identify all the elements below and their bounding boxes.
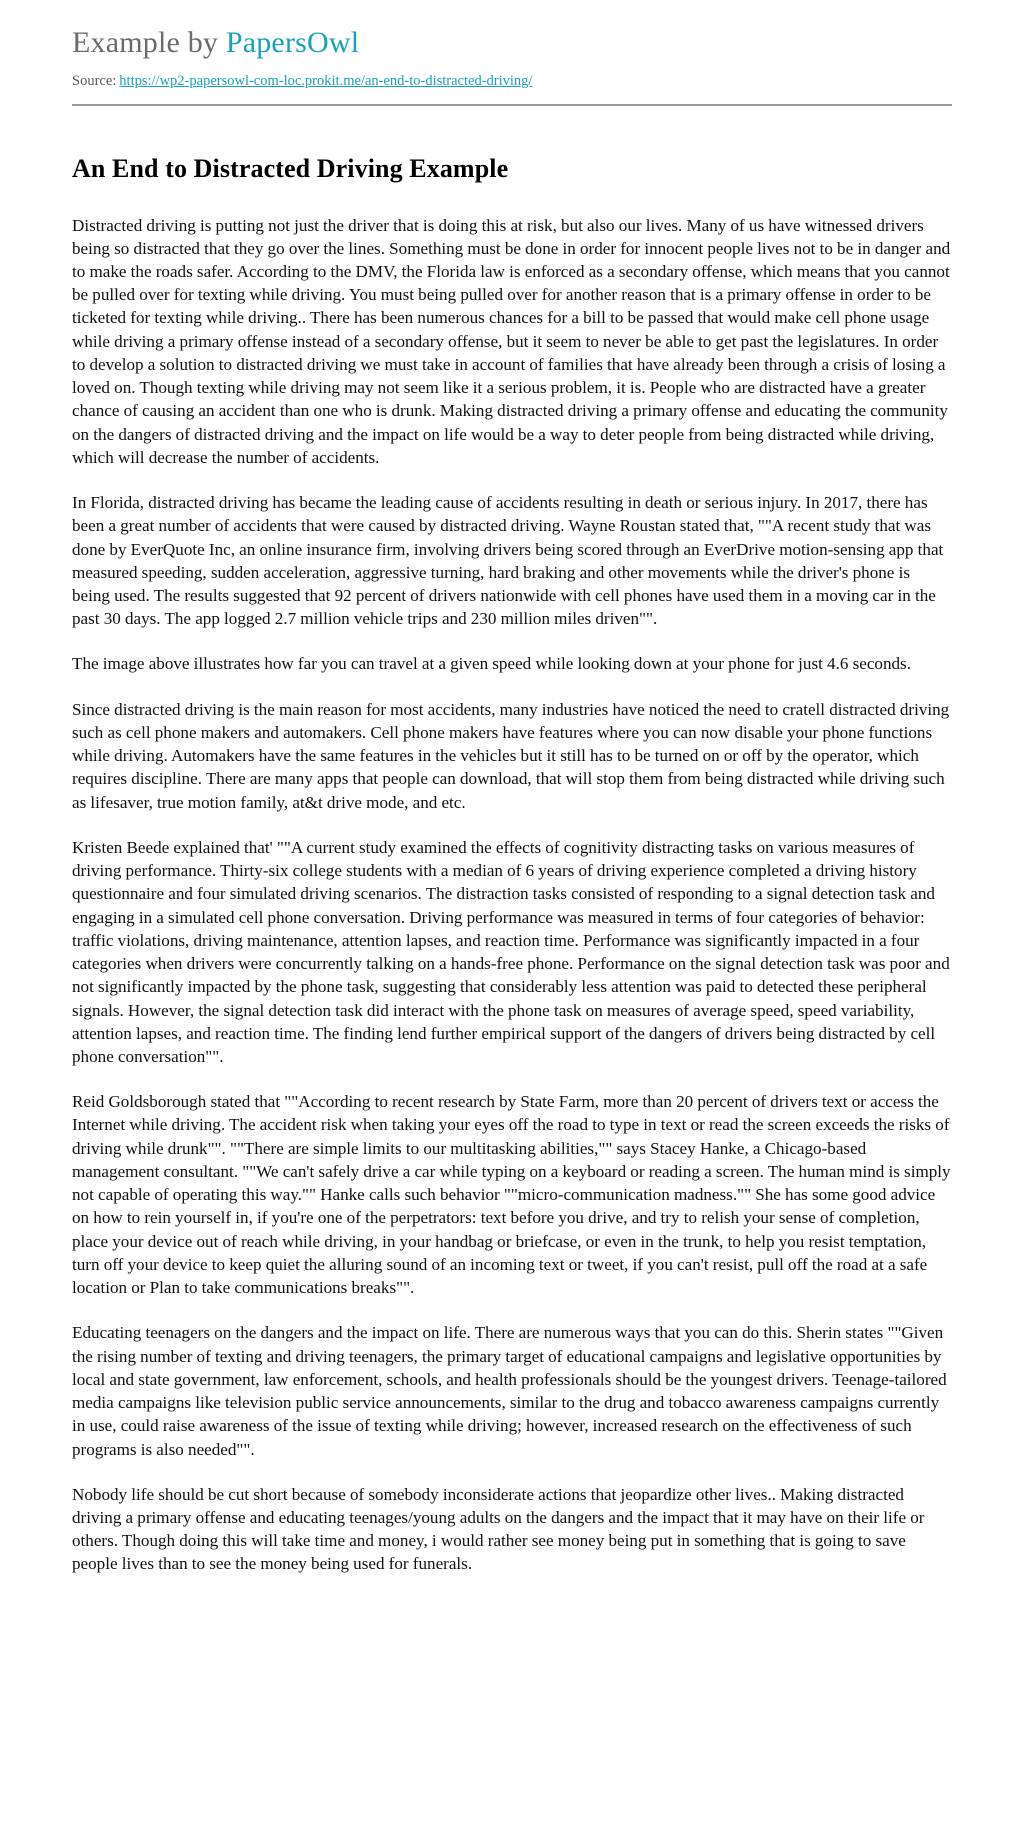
page-header: [0, 0, 1024, 90]
article-paragraph: Since distracted driving is the main reason for most accidents, many industries have noticed the need to cratell distracted driving such as cell phone makers and automakers. Cell phone makers have features where you can now disable your phone functions while driving. Automakers have the same features in the vehicles but it still has to be turned on or off by the operator, which requires discipline. There are many apps that people can download, that will stop them from being distracted while driving such as lifesaver, true motion family, at&t drive mode, and etc.: [72, 699, 950, 812]
article-paragraph: Distracted driving is putting not just the driver that is doing this at risk, but also our lives. Many of us have witnessed drivers being so distracted that they go over the lines. Something must be done in order for innocent people lives not to be in danger and to make the roads safer. According to the DMV, the Florida law is enforced as a secondary offense, which means that you cannot be pulled over for texting while driving. You must being pulled over for another reason that is a primary offense in order to be ticketed for texting while driving.. There has been numerous chances for a bill to be passed that would make cell phone usage while driving a primary offense instead of a secondary offense, but it seem to never be able to get past the legislatures. In order to develop a solution to distracted driving we must take in account of families that have already been through a crisis of losing a loved on. Though texting while driving may not seem like it a serious problem, it is. People who are distracted have a greater chance of causing an accident than one who is drunk. Making distracted driving a primary offense and educating the community on the dangers of distracted driving and the impact on life would be a way to deter people from being distracted while driving, which will decrease the number of accidents.: [72, 215, 951, 467]
header-divider: [72, 104, 952, 106]
source-label: Source:: [72, 72, 117, 89]
article-paragraph: Reid Goldsborough stated that ""According to recent research by State Farm, more than 20 percent of drivers text or access the Internet while driving. The accident risk when taking your eyes off the road to type in text or read the screen exceeds the risks of driving while drunk"". ""There are simple limits to our multitasking abilities,"" says Stacey Hanke, a Chicago-based management consultant. ""We can't safely drive a car while typing on a keyboard or reading a screen. The human mind is simply not capable of operating this way."" Hanke calls such behavior ""micro-communication madness."" She has some good advice on how to rein yourself in, if you're one of the perpetrators: text before you drive, and try to relish your sense of completion, place your device out of reach while driving, in your handbag or briefcase, or even in the trunk, to help you resist temptation, turn off your device to keep quiet the alluring sound of an incoming text or tweet, if you can't resist, pull off the road at a safe location or Plan to take communications breaks"".: [72, 1092, 951, 1298]
paragraph-list: [72, 214, 952, 1576]
source-line: [72, 73, 952, 90]
brand-prefix-text: Example by: [72, 26, 226, 59]
article-paragraph: Educating teenagers on the dangers and the impact on life. There are numerous ways that you can do this. Sherin states ""Given the rising number of texting and driving teenagers, the primary target of educational campaigns and legislative opportunities by local and state government, law enforcement, schools, and health professionals should be the youngest drivers. Teenage-tailored media campaigns like television public service announcements, similar to the drug and tobacco awareness campaigns currently in use, could raise awareness of the issue of texting while driving; however, increased research on the effectiveness of such programs is also needed"".: [72, 1323, 947, 1459]
brand-title: [72, 26, 952, 61]
article-paragraph: Nobody life should be cut short because of somebody inconsiderate actions that jeopardize other lives.. Making distracted driving a primary offense and educating teenages/young adults on the dangers and the impact that it may have on their life or others. Though doing this will take time and money, i would rather see money being put in something that is going to save people lives than to see the money being used for funerals.: [72, 1484, 925, 1574]
article-paragraph: Kristen Beede explained that' ""A current study examined the effects of cognitivity distracting tasks on various measures of driving performance. Thirty-six college students with a median of 6 years of driving experience completed a driving history questionnaire and four simulated driving scenarios. The distraction tasks consisted of responding to a signal detection task and engaging in a simulated cell phone conversation. Driving performance was measured in terms of four categories of behavior: traffic violations, driving maintenance, attention lapses, and reaction time. Performance was significantly impacted in a four categories when drivers were concurrently talking on a hands-free phone. Performance on the signal detection task was poor and not significantly impacted by the phone task, suggesting that considerably less attention was paid to detected these peripheral signals. However, the signal detection task did interact with the phone task on measures of average speed, speed variability, attention lapses, and reaction time. The finding lend further empirical support of the dangers of drivers being distracted by cell phone conversation"".: [72, 837, 950, 1066]
source-url-link[interactable]: https://wp2-papersowl-com-loc.prokit.me/an-end-to-distracted-driving/: [119, 72, 533, 89]
article-paragraph: The image above illustrates how far you can travel at a given speed while looking down at your phone for just 4.6 seconds.: [72, 654, 911, 674]
brand-name-text: PapersOwl: [225, 26, 360, 59]
article-body: [0, 154, 1024, 1576]
article-paragraph: In Florida, distracted driving has became the leading cause of accidents resulting in death or serious injury. In 2017, there has been a great number of accidents that were caused by distracted driving. Wayne Roustan stated that, ""A recent study that was done by EverQuote Inc, an online insurance firm, involving drivers being scored through an EverDrive motion-sensing app that measured speeding, sudden acceleration, aggressive turning, hard braking and other movements while the driver's phone is being used. The results suggested that 92 percent of drivers nationwide with cell phones have used them in a moving car in the past 30 days. The app logged 2.7 million vehicle trips and 230 million miles driven"".: [72, 493, 944, 629]
page-title: An End to Distracted Driving Example: [72, 153, 509, 183]
